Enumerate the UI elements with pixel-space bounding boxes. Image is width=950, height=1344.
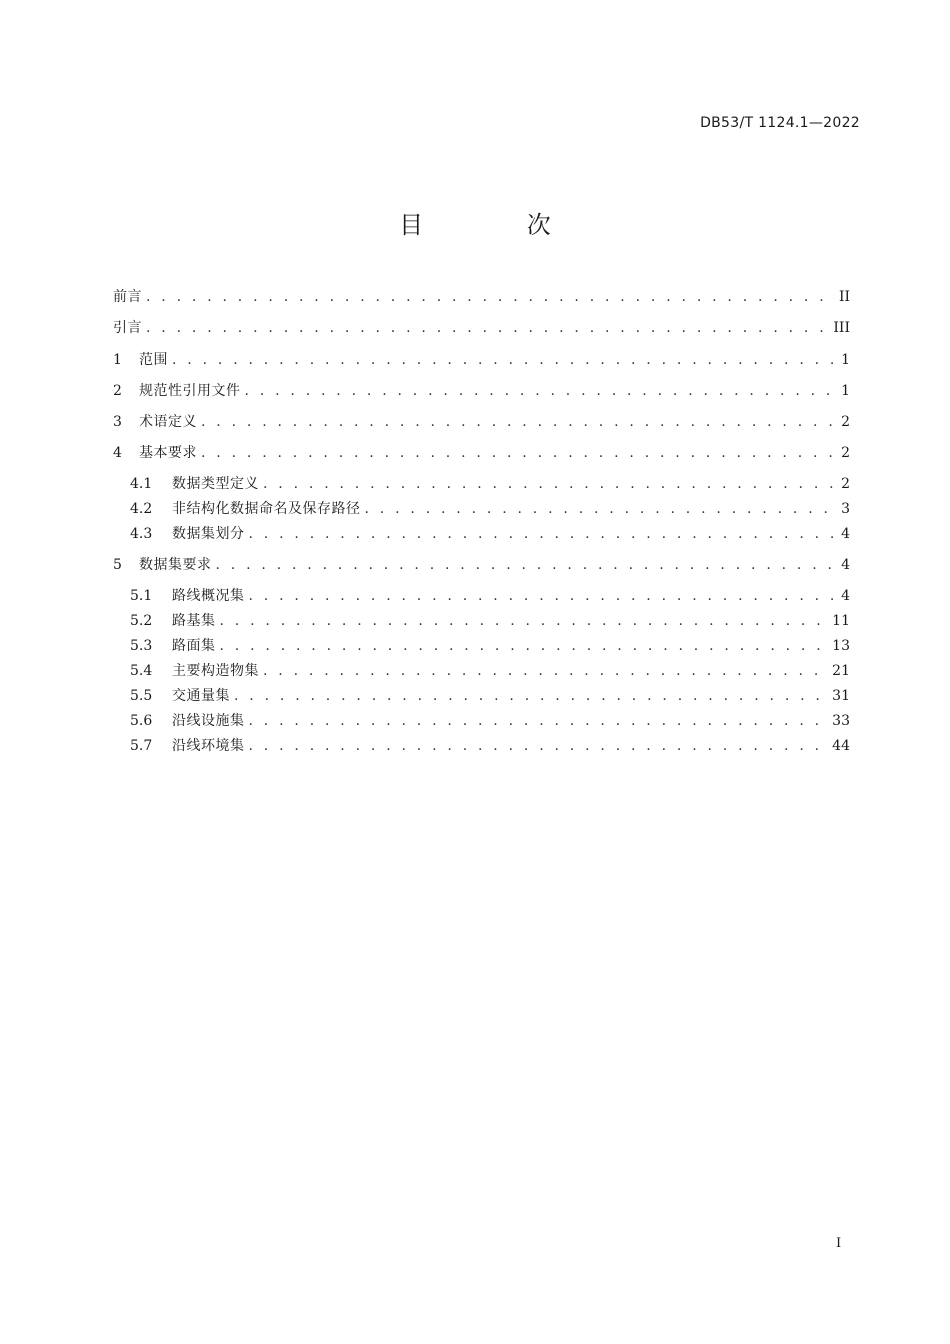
dot-leader: [249, 524, 838, 544]
toc-subentry[interactable]: [130, 736, 850, 756]
toc-entry-number: 5.6: [130, 713, 153, 729]
toc-entry-label: 沿线设施集: [172, 713, 245, 729]
toc-entry-page: 2: [841, 414, 850, 430]
toc-entry-label: 路面集: [172, 638, 216, 654]
dot-leader: [234, 686, 828, 706]
toc-entry-page: 4: [841, 588, 850, 604]
toc-entry-page: 33: [832, 713, 850, 729]
dot-leader: [201, 443, 837, 463]
toc-entry-label: 沿线环境集: [172, 738, 245, 754]
dot-leader: [146, 287, 835, 307]
dot-leader: [220, 611, 829, 631]
toc-entry-label: 数据集划分: [172, 526, 245, 542]
toc-subentry[interactable]: [130, 686, 850, 706]
toc-entry-page: 4: [841, 557, 850, 573]
toc-entry-label: 术语定义: [139, 414, 197, 430]
dot-leader: [220, 636, 829, 656]
toc-subentry[interactable]: [130, 661, 850, 681]
toc-entry-page: 4: [841, 526, 850, 542]
toc-entry-page: 44: [832, 738, 850, 754]
toc-entry-number: 5.7: [130, 738, 153, 754]
toc-entry-number: 4.1: [130, 476, 153, 492]
toc-entry[interactable]: [113, 443, 850, 463]
toc-entry-page: II: [838, 289, 850, 305]
toc-entry-number: 5.2: [130, 613, 153, 629]
toc-entry-page: 1: [841, 352, 850, 368]
dot-leader: [249, 711, 829, 731]
toc-entry-number: 4.3: [130, 526, 153, 542]
toc-entry-label: 前言: [113, 289, 142, 305]
toc-entry-label: 引言: [113, 320, 142, 336]
toc-entry-number: 1: [113, 352, 122, 368]
toc-entry-page: 13: [832, 638, 850, 654]
toc-entry-label: 数据集要求: [139, 557, 212, 573]
dot-leader: [216, 555, 838, 575]
toc-entry-number: 4: [113, 445, 122, 461]
toc-entry[interactable]: [113, 412, 850, 432]
toc-entry-number: 5.4: [130, 663, 153, 679]
toc-subentry[interactable]: [130, 474, 850, 494]
dot-leader: [146, 318, 829, 338]
dot-leader: [249, 586, 838, 606]
toc-entry-page: 11: [832, 613, 850, 629]
toc-subentry[interactable]: [130, 524, 850, 544]
toc-entry[interactable]: [113, 350, 850, 370]
dot-leader: [365, 499, 838, 519]
toc-entry-label: 数据类型定义: [172, 476, 259, 492]
toc-entry[interactable]: [113, 381, 850, 401]
toc-entry-label: 非结构化数据命名及保存路径: [172, 501, 361, 517]
toc-entry[interactable]: [113, 318, 850, 338]
dot-leader: [263, 474, 837, 494]
toc-entry-label: 范围: [139, 352, 168, 368]
dot-leader: [249, 736, 829, 756]
dot-leader: [201, 412, 837, 432]
toc-subentry[interactable]: [130, 586, 850, 606]
toc-entry[interactable]: [113, 287, 850, 307]
toc-entry-label: 路线概况集: [172, 588, 245, 604]
toc-entry-page: 3: [841, 501, 850, 517]
toc-entry-page: 2: [841, 445, 850, 461]
toc-entry-label: 基本要求: [139, 445, 197, 461]
toc-entry[interactable]: [113, 555, 850, 575]
dot-leader: [245, 381, 838, 401]
toc-entry-page: III: [833, 320, 850, 336]
toc-entry-number: 5.3: [130, 638, 153, 654]
page-number: I: [836, 1236, 842, 1251]
toc-title: 目 次: [399, 211, 599, 239]
toc-entry-label: 主要构造物集: [172, 663, 259, 679]
toc-entry-page: 2: [841, 476, 850, 492]
toc-entry-number: 5: [113, 557, 122, 573]
toc-subentry[interactable]: [130, 711, 850, 731]
toc-entry-label: 路基集: [172, 613, 216, 629]
toc-entry-label: 规范性引用文件: [139, 383, 241, 399]
toc-entry-number: 5.5: [130, 688, 153, 704]
toc-subentry[interactable]: [130, 499, 850, 519]
toc-entry-label: 交通量集: [172, 688, 230, 704]
toc-subentry[interactable]: [130, 636, 850, 656]
toc-entry-number: 5.1: [130, 588, 153, 604]
dot-leader: [263, 661, 828, 681]
document-code: DB53/T 1124.1—2022: [700, 115, 860, 131]
toc-subentry[interactable]: [130, 611, 850, 631]
toc-entry-number: 3: [113, 414, 122, 430]
toc-entry-number: 2: [113, 383, 122, 399]
dot-leader: [172, 350, 837, 370]
toc-entry-number: 4.2: [130, 501, 153, 517]
toc-entry-page: 21: [832, 663, 850, 679]
toc-entry-page: 1: [841, 383, 850, 399]
toc-entry-page: 31: [832, 688, 850, 704]
